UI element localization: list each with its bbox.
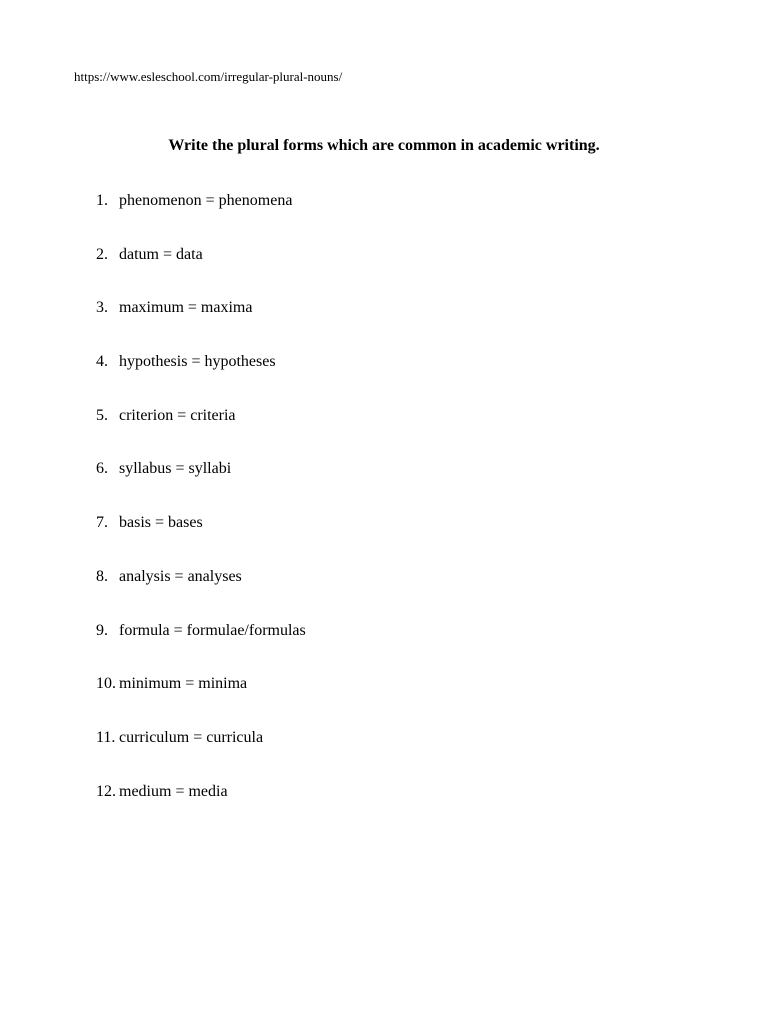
list-item-text: maximum = maxima <box>119 299 253 317</box>
list-item-number: 6. <box>96 460 108 478</box>
list-item-text: criterion = criteria <box>119 406 236 424</box>
list-item-number: 8. <box>96 567 108 585</box>
list-item <box>96 352 306 406</box>
source-url: https://www.esleschool.com/irregular-plural-nouns/ <box>74 69 343 84</box>
list-item-number: 7. <box>96 514 108 532</box>
list-item-number: 11. <box>96 728 116 746</box>
list-item <box>96 728 306 782</box>
list-item-text: hypothesis = hypotheses <box>119 353 276 371</box>
list-item-text: syllabus = syllabi <box>119 460 232 478</box>
list-item <box>96 245 306 299</box>
list-item-number: 12. <box>96 782 116 800</box>
list-item <box>96 674 306 728</box>
list-item-number: 2. <box>96 245 108 263</box>
list-item <box>96 298 306 352</box>
list-item <box>96 621 306 675</box>
list-item <box>96 567 306 621</box>
list-item-text: basis = bases <box>119 514 203 532</box>
plural-list <box>96 191 306 835</box>
list-item <box>96 191 306 245</box>
page-title: Write the plural forms which are common in academic writing. <box>168 137 600 154</box>
list-item-number: 5. <box>96 406 108 424</box>
list-item-number: 10. <box>96 675 116 693</box>
list-item-text: datum = data <box>119 245 203 263</box>
list-item-text: medium = media <box>119 782 228 800</box>
list-item <box>96 459 306 513</box>
list-item-text: phenomenon = phenomena <box>119 192 293 209</box>
list-item-text: analysis = analyses <box>119 567 242 585</box>
list-item-number: 9. <box>96 621 108 639</box>
list-item <box>96 782 306 836</box>
list-item-text: minimum = minima <box>119 675 248 693</box>
list-item-text: curriculum = curricula <box>119 728 264 746</box>
list-item-number: 3. <box>96 299 108 317</box>
list-item-text: formula = formulae/formulas <box>119 621 306 639</box>
list-item <box>96 513 306 567</box>
list-item-number: 1. <box>96 192 108 209</box>
list-item <box>96 406 306 460</box>
list-item-number: 4. <box>96 353 108 371</box>
